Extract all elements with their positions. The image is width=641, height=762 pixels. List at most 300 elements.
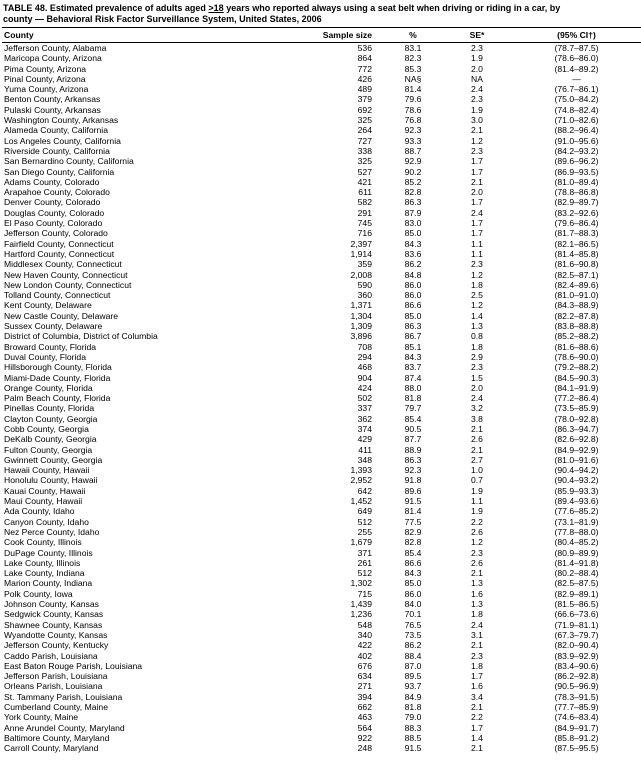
ci-cell: (77.8–88.0) [554,526,599,537]
percent-cell: 76.8 [404,115,422,126]
sample-size-cell: 727 [357,135,372,146]
ci-cell: (88.2–96.4) [554,125,599,136]
percent-cell: 90.5 [404,423,422,434]
county-cell: Fairfield County, Connecticut [4,238,114,249]
percent-cell: 85.1 [404,341,422,352]
table-row [2,475,641,485]
percent-cell: 88.7 [404,145,422,156]
county-cell: Caddo Parish, Louisiana [4,650,98,661]
ci-cell: (73.1–81.9) [554,516,599,527]
percent-cell: 82.8 [404,187,422,198]
sample-size-cell: 772 [357,63,372,74]
percent-cell: 79.7 [404,403,422,414]
table-row [2,486,641,496]
table-row [2,743,641,753]
se-cell: 2.6 [471,526,483,537]
se-cell: 2.4 [471,619,483,630]
se-cell: 1.1 [471,248,483,259]
se-cell: 2.3 [471,362,483,373]
county-cell: Shawnee County, Kansas [4,619,103,630]
se-cell: 2.2 [471,712,483,723]
table-row [2,115,641,125]
table-row [2,208,641,218]
ci-cell: (81.5–86.5) [554,599,599,610]
county-cell: Lake County, Indiana [4,568,85,579]
percent-cell: 77.5 [404,516,422,527]
table-row [2,578,641,588]
sample-size-cell: 337 [357,403,372,414]
ci-cell: (83.4–90.6) [554,660,599,671]
se-cell: 1.8 [471,279,483,290]
percent-cell: 84.8 [404,269,422,280]
percent-cell: 81.8 [404,702,422,712]
sample-size-cell: 1,304 [350,310,372,321]
percent-cell: 83.7 [404,362,422,373]
percent-cell: 76.5 [404,619,422,630]
sample-size-cell: 582 [357,197,372,208]
se-cell: 1.8 [471,660,483,671]
county-cell: Marion County, Indiana [4,578,93,589]
percent-cell: 84.3 [404,238,422,249]
percent-cell: 83.0 [404,218,422,229]
percent-cell: 85.4 [404,413,422,424]
percent-cell: 91.8 [404,475,422,486]
percent-cell: 85.0 [404,310,422,321]
table-row [2,43,641,54]
county-cell: Miami-Dade County, Florida [4,372,111,383]
se-cell: 1.7 [471,722,483,733]
percent-cell: 92.9 [404,156,422,167]
sample-size-cell: 716 [357,228,372,239]
se-cell: 2.4 [471,207,483,218]
percent-cell: 86.0 [404,290,422,301]
sample-size-cell: 564 [357,722,372,733]
table-row [2,517,641,527]
table-row [2,671,641,681]
percent-cell: 85.2 [404,176,422,187]
se-cell: 2.1 [471,444,483,455]
county-cell: York County, Maine [4,712,79,723]
sample-size-cell: 468 [357,362,372,373]
county-cell: Jefferson County, Alabama [4,43,107,53]
ci-cell: (67.3–79.7) [554,629,599,640]
percent-cell: 84.3 [404,351,422,362]
se-cell: 2.7 [471,454,483,465]
col-header-percent: % [378,28,448,43]
table-row [2,434,641,444]
county-cell: Jefferson County, Kentucky [4,640,109,651]
ci-cell: (85.9–93.3) [554,485,599,496]
county-cell: Pinal County, Arizona [4,73,86,84]
se-cell: 3.2 [471,403,483,414]
table-row [2,692,641,702]
sample-size-cell: 2,952 [350,475,372,486]
se-cell: 2.5 [471,290,483,301]
ci-cell: (91.0–95.6) [554,135,599,146]
ci-cell: (83.2–92.6) [554,207,599,218]
county-cell: New Castle County, Delaware [4,310,118,321]
sample-size-cell: 904 [357,372,372,383]
ci-cell: (82.4–89.6) [554,279,599,290]
sample-size-cell: 1,452 [350,496,372,507]
table-row [2,146,641,156]
ci-cell: (74.8–82.4) [554,104,599,115]
percent-cell: 88.0 [404,382,422,393]
sample-size-cell: 502 [357,393,372,404]
county-cell: San Diego County, California [4,166,115,177]
table-row [2,712,641,722]
sample-size-cell: 1,309 [350,321,372,332]
percent-cell: 78.6 [404,104,422,115]
sample-size-cell: 864 [357,53,372,64]
ci-cell: (77.2–86.4) [554,393,599,404]
county-cell: Denver County, Colorado [4,197,101,208]
ci-cell: (78.8–86.8) [554,187,599,198]
county-cell: Nez Perce County, Idaho [4,526,100,537]
se-cell: 2.3 [471,650,483,661]
table-row [2,228,641,238]
ci-cell: (85.2–88.2) [554,331,599,342]
ci-cell: (81.6–90.8) [554,259,599,270]
percent-cell: 85.4 [404,547,422,558]
table-row [2,280,641,290]
se-cell: 0.7 [471,475,483,486]
ci-cell: (81.4–85.8) [554,248,599,259]
se-cell: 3.4 [471,691,483,702]
county-cell: Duval County, Florida [4,351,86,362]
table-title-line2: county — Behavioral Risk Factor Surveillance System, United States, 2006 [3,14,322,24]
county-cell: Palm Beach County, Florida [4,393,111,404]
ci-cell: (82.5–87.1) [554,269,599,280]
sample-size-cell: 374 [357,423,372,434]
percent-cell: 84.0 [404,599,422,610]
se-cell: 1.6 [471,681,483,692]
percent-cell: 79.0 [404,712,422,723]
ci-cell: (84.1–91.9) [554,382,599,393]
se-cell: 2.3 [471,259,483,270]
ci-cell: — [572,73,581,84]
table-row [2,342,641,352]
se-cell: 2.1 [471,125,483,136]
header-row [2,28,641,43]
ci-cell: (82.9–89.1) [554,588,599,599]
se-cell: 1.7 [471,156,483,167]
percent-cell: 92.3 [404,465,422,476]
percent-cell: 93.3 [404,135,422,146]
table-header [2,28,641,43]
se-cell: 1.9 [471,506,483,517]
sample-size-cell: 264 [357,125,372,136]
se-cell: 2.4 [471,84,483,95]
county-cell: Fulton County, Georgia [4,444,93,455]
table-row [2,723,641,733]
sample-size-cell: 2,008 [350,269,372,280]
percent-cell: 86.2 [404,259,422,270]
sample-size-cell: 271 [357,681,372,692]
percent-cell: 91.5 [404,496,422,507]
geq-18-symbol: >18 [208,3,224,13]
sample-size-cell: 255 [357,526,372,537]
ci-cell: (77.6–85.2) [554,506,599,517]
table-title-part2: years who reported always using a seat belt when driving or riding in a car, by [223,3,561,13]
ci-cell: (80.2–88.4) [554,568,599,579]
sample-size-cell: 348 [357,454,372,465]
county-cell: Ada County, Idaho [4,506,75,517]
se-cell: 2.4 [471,393,483,404]
percent-cell: 87.0 [404,660,422,671]
table-row [2,558,641,568]
county-cell: Lake County, Illinois [4,557,81,568]
table-row [2,352,641,362]
se-cell: 1.4 [471,310,483,321]
se-cell: 1.2 [471,300,483,311]
ci-cell: (76.7–86.1) [554,84,599,95]
percent-cell: 86.3 [404,197,422,208]
percent-cell: 88.9 [404,444,422,455]
sample-size-cell: 422 [357,640,372,651]
ci-cell: (81.4–89.2) [554,63,599,74]
table-row [2,661,641,671]
ci-cell: (85.8–91.2) [554,732,599,743]
table-row [2,197,641,207]
percent-cell: 87.7 [404,434,422,445]
ci-cell: (78.0–92.8) [554,413,599,424]
ci-cell: (81.4–91.8) [554,557,599,568]
sample-size-cell: 3,896 [350,331,372,342]
sample-size-cell: 489 [357,84,372,95]
se-cell: 2.3 [471,547,483,558]
sample-size-cell: 536 [357,43,372,53]
ci-cell: (86.2–92.8) [554,671,599,682]
county-cell: Middlesex County, Connecticut [4,259,122,270]
sample-size-cell: 360 [357,290,372,301]
county-cell: DeKalb County, Georgia [4,434,97,445]
ci-cell: (66.6–73.6) [554,609,599,620]
county-cell: East Baton Rouge Parish, Louisiana [4,660,143,671]
ci-cell: (82.9–89.7) [554,197,599,208]
table-row [2,651,641,661]
ci-cell: (82.6–92.8) [554,434,599,445]
se-cell: 2.1 [471,176,483,187]
ci-cell: (81.0–91.0) [554,290,599,301]
county-cell: Tolland County, Connecticut [4,290,111,301]
sample-size-cell: 922 [357,732,372,743]
percent-cell: 93.7 [404,681,422,692]
se-cell: 2.0 [471,382,483,393]
table-row [2,156,641,166]
table-row [2,177,641,187]
sample-size-cell: 512 [357,568,372,579]
se-cell: 2.3 [471,145,483,156]
county-cell: Cook County, Illinois [4,537,82,548]
county-cell: Cumberland County, Maine [4,702,108,712]
ci-cell: (84.5–90.3) [554,372,599,383]
ci-cell: (84.9–91.7) [554,722,599,733]
ci-cell: (86.3–94.7) [554,423,599,434]
se-cell: 3.0 [471,115,483,126]
ci-cell: (78.6–90.0) [554,351,599,362]
table-row [2,445,641,455]
sample-size-cell: 662 [357,702,372,712]
se-cell: 1.2 [471,537,483,548]
table-row [2,506,641,516]
sample-size-cell: 411 [358,444,372,455]
percent-cell: 91.5 [404,743,422,754]
table-row [2,311,641,321]
ci-cell: (81.0–91.6) [554,454,599,465]
table-row [2,599,641,609]
table-title-part1: TABLE 48. Estimated prevalence of adults aged [3,3,209,13]
county-cell: Pulaski County, Arkansas [4,104,101,115]
table-row [2,424,641,434]
sample-size-cell: 527 [357,166,372,177]
se-cell: 1.1 [471,496,483,507]
ci-cell: (73.5–85.9) [554,403,599,414]
county-cell: Douglas County, Colorado [4,207,105,218]
sample-size-cell: 338 [357,145,372,156]
se-cell: 2.1 [471,702,483,712]
county-cell: District of Columbia, District of Columbia [4,331,158,342]
table-row [2,373,641,383]
county-cell: Gwinnett County, Georgia [4,454,103,465]
table-row [2,568,641,578]
county-cell: Los Angeles County, California [4,135,121,146]
table-row [2,414,641,424]
county-cell: Carroll County, Maryland [4,743,99,754]
county-cell: St. Tammany Parish, Louisiana [4,691,123,702]
sample-size-cell: 611 [358,187,372,198]
table-row [2,239,641,249]
sample-size-cell: 402 [357,650,372,661]
se-cell: 1.7 [471,218,483,229]
ci-cell: (90.4–93.2) [554,475,599,486]
table-row [2,321,641,331]
percent-cell: 82.9 [404,526,422,537]
county-cell: Washington County, Arkansas [4,115,119,126]
se-cell: 2.3 [471,94,483,105]
sample-size-cell: 1,236 [350,609,372,620]
ci-cell: (83.8–88.8) [554,321,599,332]
percent-cell: 73.5 [404,629,422,640]
county-cell: Maui County, Hawaii [4,496,83,507]
table-row [2,455,641,465]
county-cell: Honolulu County, Hawaii [4,475,98,486]
table-row [2,249,641,259]
county-cell: Pinellas County, Florida [4,403,95,414]
se-cell: 1.9 [471,104,483,115]
percent-cell: 85.3 [404,63,422,74]
county-cell: Alameda County, California [4,125,108,136]
table-row [2,465,641,475]
sample-size-cell: 1,439 [350,599,372,610]
sample-size-cell: 1,679 [350,537,372,548]
ci-cell: (79.2–88.2) [554,362,599,373]
se-cell: 2.9 [471,351,483,362]
percent-cell: 86.2 [404,640,422,651]
ci-cell: (78.7–87.5) [554,43,599,53]
ci-cell: (74.6–83.4) [554,712,599,723]
se-cell: 1.6 [471,588,483,599]
county-cell: Kauai County, Hawaii [4,485,86,496]
table-row [2,496,641,506]
col-header-se: SE* [448,28,506,43]
sample-size-cell: 325 [357,115,372,126]
ci-cell: (83.9–92.9) [554,650,599,661]
sample-size-cell: 362 [357,413,372,424]
ci-cell: (80.9–89.9) [554,547,599,558]
se-cell: 1.3 [471,599,483,610]
county-cell: Wyandotte County, Kansas [4,629,108,640]
se-cell: 2.1 [471,743,483,754]
percent-cell: 88.3 [404,722,422,733]
sample-size-cell: 261 [357,557,372,568]
sample-size-cell: 676 [357,660,372,671]
table-row [2,393,641,403]
county-cell: Hillsborough County, Florida [4,362,112,373]
se-cell: 1.9 [471,53,483,64]
se-cell: 2.0 [471,63,483,74]
ci-cell: (79.6–86.4) [554,218,599,229]
se-cell: 1.3 [471,578,483,589]
percent-cell: 89.5 [404,671,422,682]
table-row [2,537,641,547]
percent-cell: 85.0 [404,578,422,589]
table-title [2,2,639,27]
percent-cell: 92.3 [404,125,422,136]
county-cell: New Haven County, Connecticut [4,269,128,280]
ci-cell: (84.3–88.9) [554,300,599,311]
table-row [2,300,641,310]
ci-cell: (84.2–93.2) [554,145,599,156]
sample-size-cell: 649 [357,506,372,517]
percent-cell: 83.6 [404,248,422,259]
se-cell: 1.7 [471,166,483,177]
ci-cell: (80.4–85.2) [554,537,599,548]
se-cell: 2.0 [471,187,483,198]
county-cell: Hawaii County, Hawaii [4,465,90,476]
county-cell: Johnson County, Kansas [4,599,99,610]
county-cell: Orange County, Florida [4,382,93,393]
table-row [2,136,641,146]
sample-size-cell: 1,302 [350,578,372,589]
county-cell: Kent County, Delaware [4,300,92,311]
se-cell: 3.8 [471,413,483,424]
se-cell: 1.4 [471,732,483,743]
percent-cell: 86.6 [404,300,422,311]
table-row [2,105,641,115]
table-body [2,43,641,754]
se-cell: 1.9 [471,485,483,496]
se-cell: 1.3 [471,321,483,332]
se-cell: 1.8 [471,341,483,352]
sample-size-cell: 424 [357,382,372,393]
col-header-county: County [2,28,306,43]
county-cell: El Paso County, Colorado [4,218,103,229]
table-row [2,125,641,135]
percent-cell: 79.6 [404,94,422,105]
percent-cell: 84.9 [404,691,422,702]
ci-cell: (71.0–82.6) [554,115,599,126]
county-cell: Jefferson County, Colorado [4,228,108,239]
county-cell: Anne Arundel County, Maryland [4,722,125,733]
se-cell: 2.2 [471,516,483,527]
sample-size-cell: 325 [357,156,372,167]
sample-size-cell: 590 [357,279,372,290]
county-cell: Broward County, Florida [4,341,97,352]
se-cell: 1.2 [471,135,483,146]
se-cell: 2.6 [471,434,483,445]
ci-cell: (81.6–88.6) [554,341,599,352]
